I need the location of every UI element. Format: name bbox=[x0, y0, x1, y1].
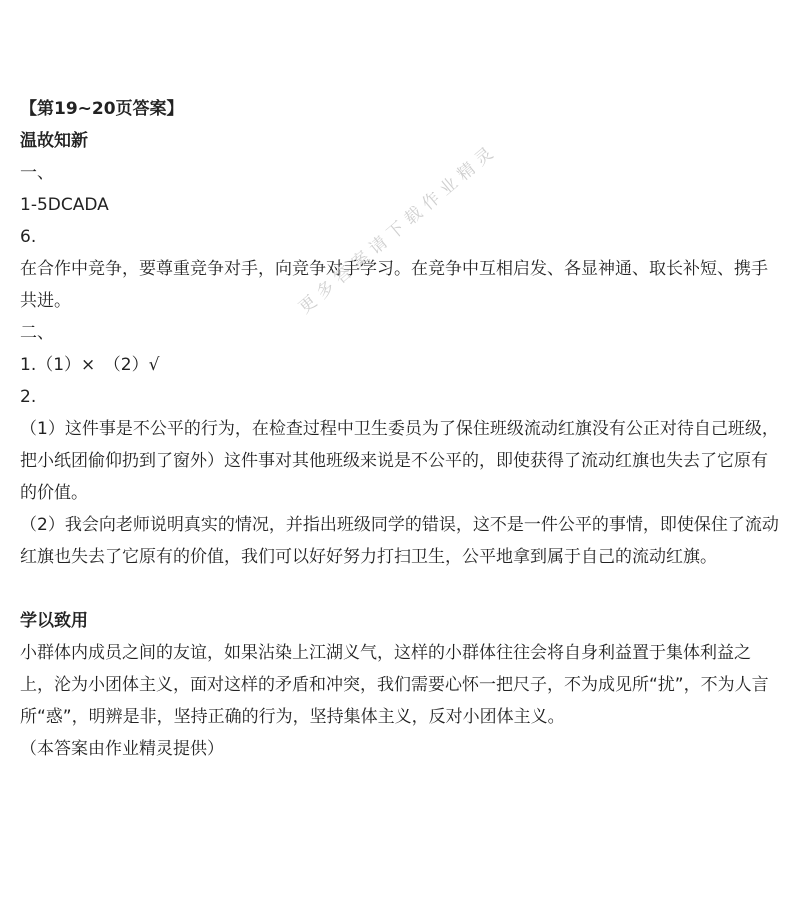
application-answer: 小群体内成员之间的友谊，如果沾染上江湖义气，这样的小群体往往会将自身利益置于集体利益之上，沦为小团体主义，面对这样的矛盾和冲突，我们需要心怀一把尺子，不为成见所“扰”，不为人言所“惑”，明辨是非，坚持正确的行为，坚持集体主义，反对小团体主义。 bbox=[20, 643, 769, 727]
part-two-label: 二、 bbox=[20, 323, 54, 343]
source-credit: （本答案由作业精灵提供） bbox=[20, 739, 224, 759]
section-heading-review: 温故知新 bbox=[20, 131, 88, 151]
question-2-answer-2: （2）我会向老师说明真实的情况，并指出班级同学的错误，这不是一件公平的事情，即使保住了流动红旗也失去了它原有的价值，我们可以好好努力打扫卫生，公平地拿到属于自己的流动红旗。 bbox=[20, 515, 779, 567]
question-2-answer-1: （1）这件事是不公平的行为，在检查过程中卫生委员为了保住班级流动红旗没有公正对待自己班级，把小纸团偷仰扔到了窗外）这件事对其他班级来说是不公平的，即使获得了流动红旗也失去了它原有的价值。 bbox=[20, 419, 779, 503]
question-6-answer: 在合作中竞争，要尊重竞争对手，向竞争对手学习。在竞争中互相启发、各显神通、取长补短、携手共进。 bbox=[20, 259, 768, 311]
watermark: 更多答案请下载作业精灵 bbox=[295, 140, 502, 319]
section-heading-application: 学以致用 bbox=[20, 611, 88, 631]
answer-document bbox=[20, 93, 780, 765]
page-title: 【第19~20页答案】 bbox=[20, 99, 184, 119]
question-1-answer: 1.（1）× （2）√ bbox=[20, 355, 160, 375]
multiple-choice-answers: 1-5DCADA bbox=[20, 195, 109, 215]
part-one-label: 一、 bbox=[20, 163, 54, 183]
question-2-label: 2. bbox=[20, 387, 37, 407]
question-6-label: 6. bbox=[20, 227, 37, 247]
spacer bbox=[20, 573, 780, 605]
